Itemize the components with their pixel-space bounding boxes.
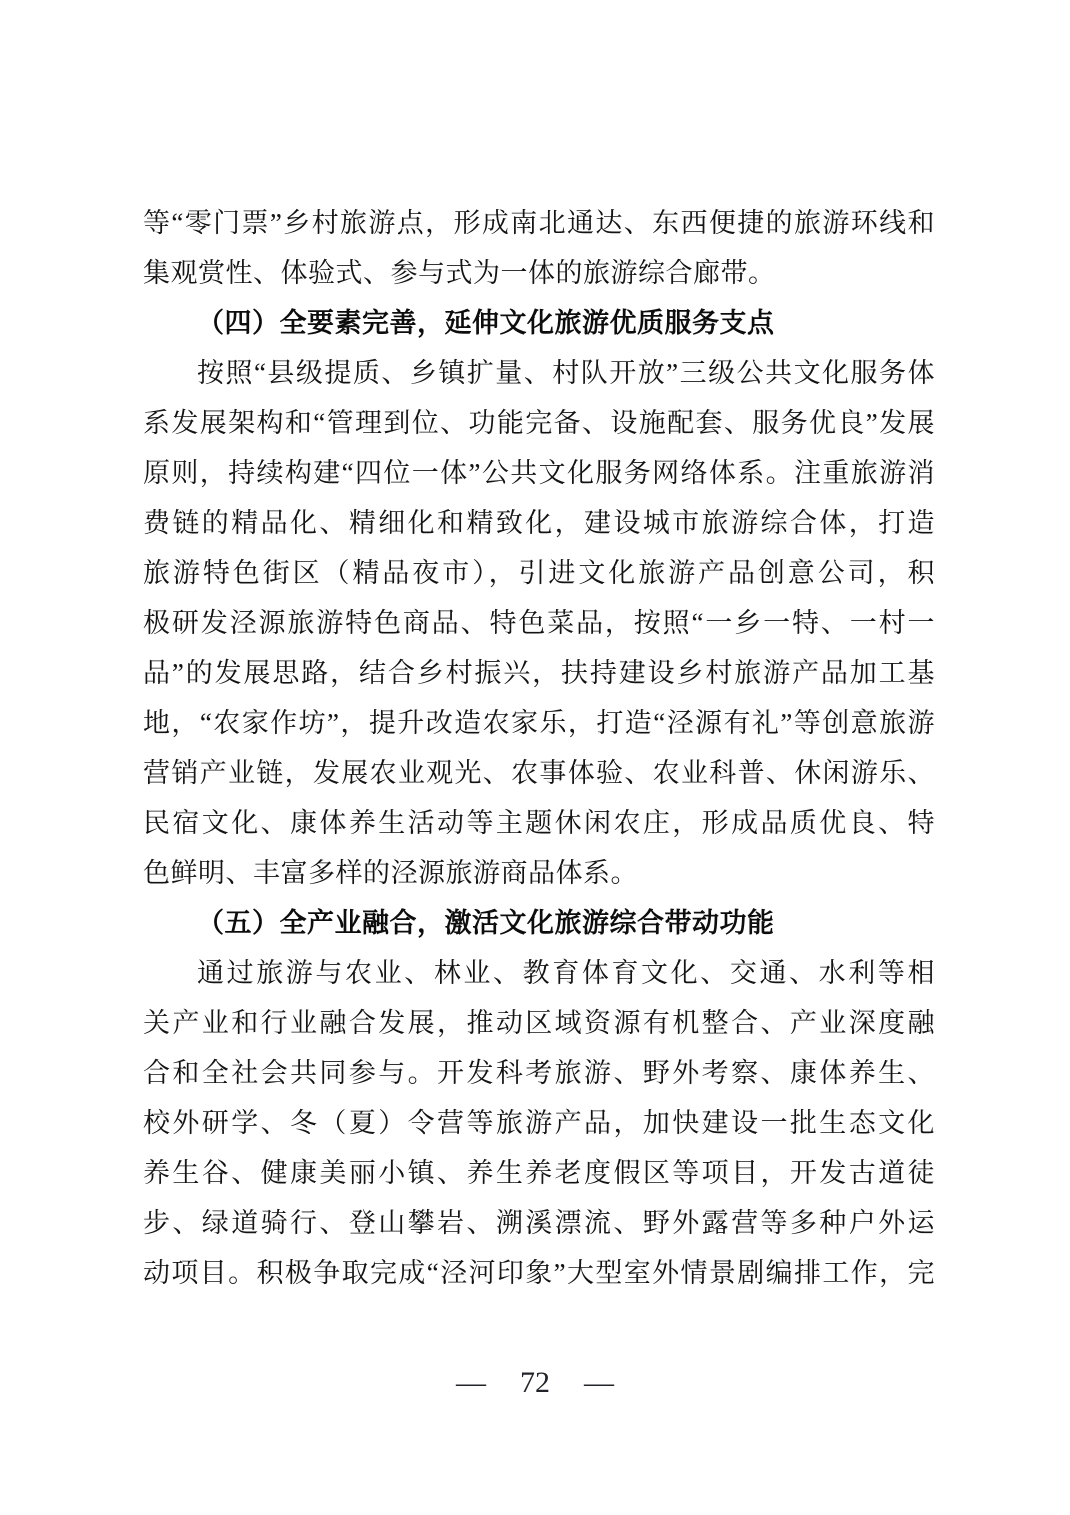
body-line: 通过旅游与农业、林业、教育体育文化、交通、水利等相 (197, 958, 935, 988)
body-line: 旅游特色街区（精品夜市），引进文化旅游产品创意公司，积 (143, 558, 935, 588)
footer-dash-left: — (456, 1366, 486, 1399)
page-number: 72 (520, 1366, 550, 1399)
body-line: 系发展架构和“管理到位、功能完备、设施配套、服务优良”发展 (143, 408, 935, 438)
body-line: 动项目。积极争取完成“泾河印象”大型室外情景剧编排工作，完 (143, 1258, 935, 1288)
body-line: 原则，持续构建“四位一体”公共文化服务网络体系。注重旅游消 (143, 458, 935, 488)
body-line: 民宿文化、康体养生活动等主题休闲农庄，形成品质优良、特 (143, 808, 935, 838)
body-line: 等“零门票”乡村旅游点，形成南北通达、东西便捷的旅游环线和 (143, 208, 935, 238)
body-line: 极研发泾源旅游特色商品、特色菜品，按照“一乡一特、一村一 (143, 608, 935, 638)
body-line: 品”的发展思路，结合乡村振兴，扶持建设乡村旅游产品加工基 (143, 658, 935, 688)
body-line: 集观赏性、体验式、参与式为一体的旅游综合廊带。 (143, 258, 776, 288)
section-heading-4: （四）全要素完善，延伸文化旅游优质服务支点 (197, 308, 775, 338)
body-line: 营销产业链，发展农业观光、农事体验、农业科普、休闲游乐、 (143, 758, 935, 788)
text-column (143, 198, 935, 1298)
section-heading-5: （五）全产业融合，激活文化旅游综合带动功能 (197, 908, 775, 938)
body-line: 养生谷、健康美丽小镇、养生养老度假区等项目，开发古道徒 (143, 1158, 935, 1188)
page-footer (0, 1366, 1070, 1400)
body-line: 色鲜明、丰富多样的泾源旅游商品体系。 (143, 858, 638, 888)
body-line: 合和全社会共同参与。开发科考旅游、野外考察、康体养生、 (143, 1058, 935, 1088)
body-line: 按照“县级提质、乡镇扩量、村队开放”三级公共文化服务体 (197, 358, 935, 388)
body-line: 地，“农家作坊”，提升改造农家乐，打造“泾源有礼”等创意旅游 (143, 708, 935, 738)
body-line: 步、绿道骑行、登山攀岩、溯溪漂流、野外露营等多种户外运 (143, 1208, 935, 1238)
body-line: 关产业和行业融合发展，推动区域资源有机整合、产业深度融 (143, 1008, 935, 1038)
body-line: 校外研学、冬（夏）令营等旅游产品，加快建设一批生态文化 (143, 1108, 935, 1138)
footer-dash-right: — (584, 1366, 614, 1399)
body-line: 费链的精品化、精细化和精致化，建设城市旅游综合体，打造 (143, 508, 935, 538)
